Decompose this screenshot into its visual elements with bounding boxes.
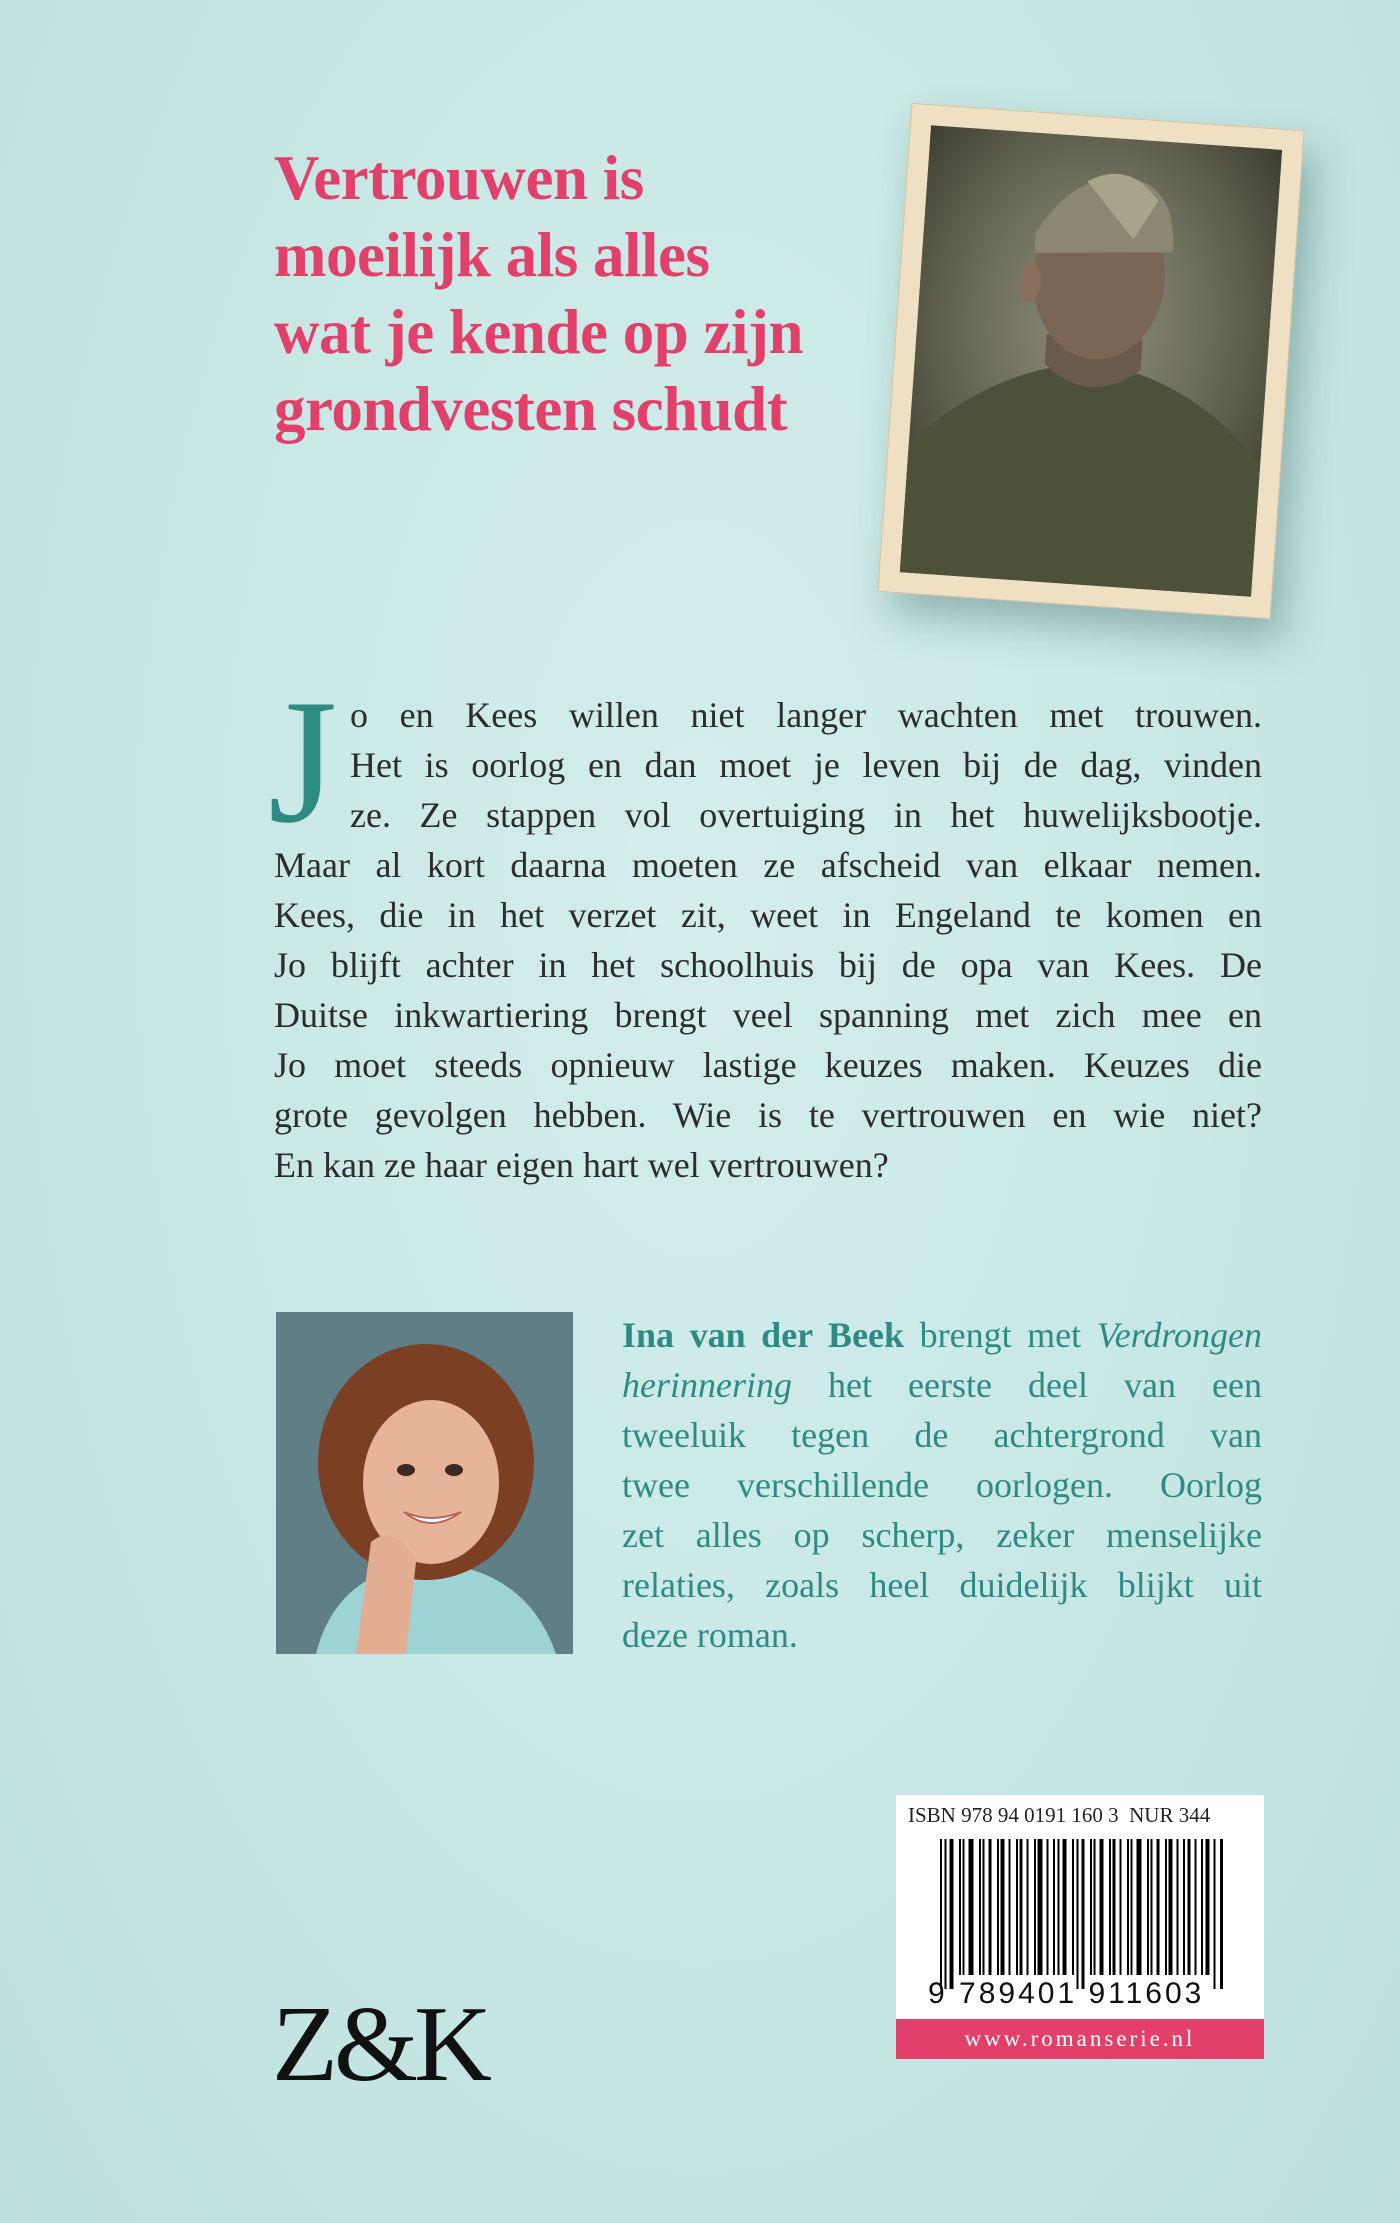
blurb-line: grote gevolgen hebben. Wie is te vertrouwen en wie niet? [274,1095,1262,1135]
barcode-bar [983,1839,985,1975]
barcode-bar [1147,1839,1149,1975]
barcode-bar [1077,1839,1079,1989]
barcode-bar [1053,1839,1055,1975]
barcode-bar [1109,1839,1111,1975]
author-bio-text: het eerste deel van een [791,1365,1262,1405]
book-title: herinnering [622,1365,792,1405]
barcode-bar [1094,1839,1096,1975]
barcode-digits: 9 789401 911603 [928,1977,1205,2010]
vintage-soldier-photo [877,103,1304,619]
nur-code: NUR 344 [1129,1803,1211,1827]
barcode-bar [945,1839,947,1989]
barcode-bar [1063,1839,1067,1975]
barcode-bar [950,1839,954,1989]
author-bio-line: twee verschillende oorlogen. Oorlog [622,1465,1262,1505]
barcode-bar [1082,1839,1085,1989]
website-url[interactable]: www.romanserie.nl [896,2019,1264,2059]
barcode-bar [1177,1839,1179,1975]
blurb-line: Jo moet steeds opnieuw lastige keuzes maken. Keuzes die [274,1045,1262,1085]
barcode-bar [1127,1839,1129,1975]
blurb-line: o en Kees willen niet langer wachten met trouwen. [350,695,1262,735]
blurb-line: Jo blijft achter in het schoolhuis bij de opa van Kees. De [274,945,1262,985]
barcode-bar [1058,1839,1060,1975]
barcode-bar [940,1839,942,1989]
author-bio-line [622,1360,1262,1410]
barcode-bar [959,1839,961,1975]
barcode-bar [1206,1839,1210,1975]
blurb-line: Duitse inkwartiering brengt veel spanning met zich mee en [274,995,1262,1035]
blurb-paragraph [274,690,1262,1190]
blurb-line: En kan ze haar eigen hart wel vertrouwen? [274,1145,889,1185]
barcode-bar [963,1839,965,1975]
barcode-bar [1120,1839,1122,1975]
blurb-line: ze. Ze stappen vol overtuiging in het huwelijksbootje. [350,795,1262,835]
barcode-bar [1034,1839,1036,1975]
tagline-line: Vertrouwen is [274,143,644,213]
barcode-bar [1183,1839,1185,1975]
author-bio [622,1310,1262,1660]
tagline-line: moeilijk als alles [274,219,710,290]
barcode-bar [1220,1839,1223,1989]
barcode-bar [1047,1839,1049,1975]
isbn-barcode [896,1795,1264,2019]
barcode-bar [1001,1839,1005,1975]
barcode-bar [997,1839,999,1975]
soldier-photo-image [900,125,1282,596]
barcode-bar [1157,1839,1160,1975]
publisher-logo: Z&K [272,1985,488,2104]
barcode-bar [1072,1839,1074,1975]
barcode-bar [1214,1839,1216,1989]
barcode-bar [1131,1839,1133,1975]
barcode-bar [1137,1839,1142,1975]
barcode-bar [979,1839,981,1975]
barcode-bar [1113,1839,1116,1975]
tagline-line: grondvesten schudt [274,373,788,444]
author-bio-line: deze roman. [622,1615,798,1655]
blurb-line: Maar al kort daarna moeten ze afscheid van elkaar nemen. [274,845,1262,885]
author-bio-line: zet alles op scherp, zeker menselijke [622,1515,1262,1555]
barcode-bar [1009,1839,1011,1975]
barcode-bar [1100,1839,1104,1975]
author-bio-line: relaties, zoals heel duidelijk blijkt uit [622,1565,1262,1605]
tagline [274,140,914,447]
barcode-bar [1090,1839,1092,1975]
barcode-bar [1038,1839,1043,1975]
barcode-bar [969,1839,974,1975]
barcode-bar [1169,1839,1173,1975]
barcode-bar [1151,1839,1153,1975]
barcode-bar [1165,1839,1167,1975]
barcode-bar [1195,1839,1197,1975]
barcode-bar [1188,1839,1191,1975]
tagline-line: wat je kende op zijn [274,296,803,367]
blurb-line: Het is oorlog en dan moet je leven bij de dag, vinden [350,745,1262,785]
author-bio-line: tweeluik tegen de achtergrond van [622,1415,1262,1455]
barcode-bar [1201,1839,1203,1975]
barcode-bar [989,1839,992,1975]
blurb-line: Kees, die in het verzet zit, weet in Engeland te komen en [274,895,1262,935]
author-name: Ina van der Beek [622,1315,905,1355]
isbn-number: ISBN 978 94 0191 160 3 [908,1803,1119,1827]
book-title: Verdrongen [1096,1315,1263,1355]
barcode-bar [1020,1839,1023,1975]
author-bio-line [622,1310,1262,1360]
drop-cap: J [268,662,338,860]
author-photo [276,1312,573,1654]
barcode-bar [1016,1839,1018,1975]
author-bio-text: brengt met [904,1315,1097,1355]
barcode-bar [1027,1839,1029,1975]
